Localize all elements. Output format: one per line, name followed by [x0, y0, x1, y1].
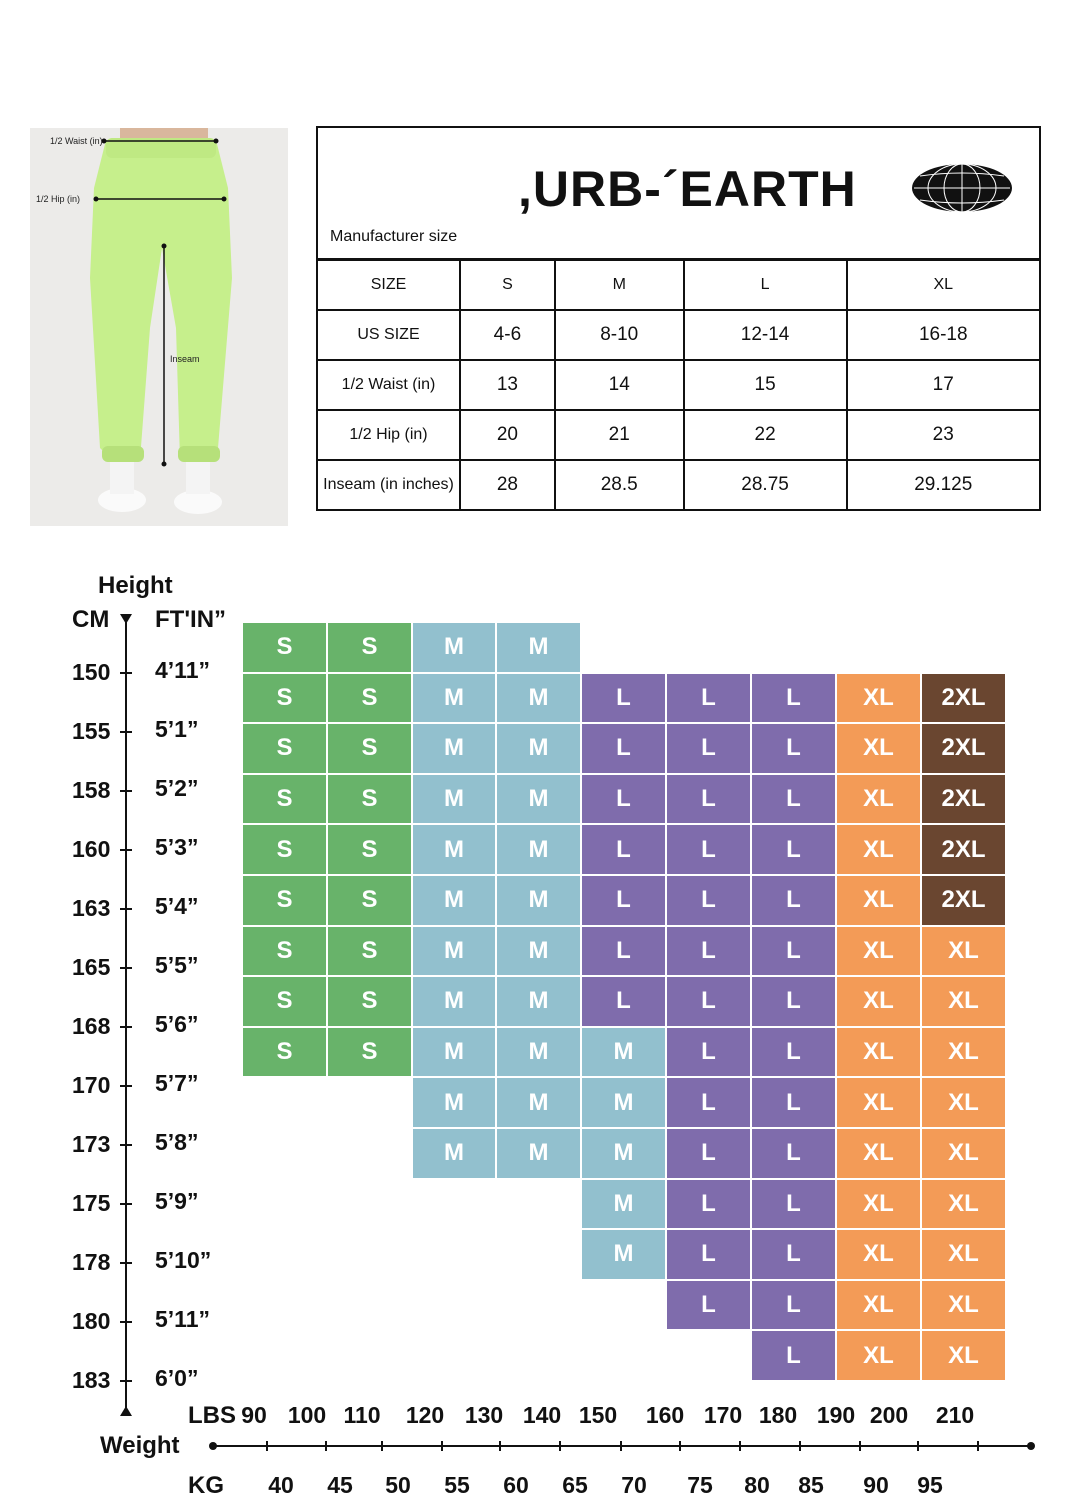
size-cell: L	[751, 1280, 836, 1331]
size-cell: XL	[921, 926, 1006, 977]
weight-lbs-label: 160	[645, 1402, 685, 1428]
weight-kg-label: 60	[503, 1472, 529, 1498]
size-cell: L	[751, 824, 836, 875]
size-cell: M	[412, 926, 496, 977]
size-table-cell: 4-6	[460, 310, 555, 360]
size-table-cell: 16-18	[847, 310, 1041, 360]
weight-kg-label: 80	[744, 1472, 770, 1498]
size-cell: M	[581, 1077, 666, 1128]
height-cm-label: 160	[72, 836, 111, 862]
height-cm-label: 150	[72, 659, 111, 685]
size-cell: 2XL	[921, 723, 1006, 774]
size-cell: XL	[836, 673, 921, 724]
size-cell: L	[666, 1027, 751, 1078]
size-cell: M	[581, 1027, 666, 1078]
weight-kg-label: 45	[327, 1472, 353, 1498]
chart-title: Height	[98, 572, 173, 599]
height-cm-label: 175	[72, 1190, 111, 1216]
size-cell: L	[751, 1229, 836, 1280]
height-ft-label: 5’5”	[155, 952, 199, 978]
size-table-row	[317, 310, 1040, 360]
size-cell: S	[242, 976, 327, 1027]
size-cell: L	[666, 673, 751, 724]
weight-lbs-label: 200	[869, 1402, 909, 1428]
size-cell: L	[666, 774, 751, 825]
height-ft-label: 5’10”	[155, 1247, 212, 1273]
size-cell: M	[496, 824, 581, 875]
size-cell: M	[581, 1229, 666, 1280]
weight-lbs-label: 130	[464, 1402, 504, 1428]
size-measurement-table	[316, 259, 1041, 511]
weight-lbs-label: 210	[935, 1402, 975, 1428]
size-cell: L	[751, 926, 836, 977]
size-table-cell: 28	[460, 460, 555, 510]
waist-label: 1/2 Waist (in)	[50, 136, 103, 146]
size-cell: L	[581, 875, 666, 926]
height-ft-label: 5’1”	[155, 716, 199, 742]
size-cell: S	[242, 723, 327, 774]
size-cell: L	[751, 1027, 836, 1078]
size-table-row	[317, 460, 1040, 510]
size-cell: M	[496, 673, 581, 724]
size-cell: XL	[836, 976, 921, 1027]
size-cell: M	[496, 1128, 581, 1179]
size-table-row	[317, 260, 1040, 310]
size-cell: S	[242, 673, 327, 724]
size-cell: S	[242, 774, 327, 825]
size-cell: L	[666, 1229, 751, 1280]
product-photo	[30, 128, 288, 526]
size-cell: XL	[836, 1280, 921, 1331]
size-cell: M	[412, 976, 496, 1027]
height-ft-label: 5’9”	[155, 1188, 199, 1214]
size-table-cell: 13	[460, 360, 555, 410]
height-cm-label: 165	[72, 954, 111, 980]
size-cell: L	[581, 824, 666, 875]
size-cell: M	[412, 1027, 496, 1078]
height-cm-label: 183	[72, 1367, 111, 1393]
size-cell: XL	[836, 774, 921, 825]
size-cell: S	[327, 622, 412, 673]
brand-name: ,URB-´EARTH	[518, 161, 857, 217]
weight-lbs-label: 150	[578, 1402, 618, 1428]
size-table-cell: XL	[847, 260, 1041, 310]
height-ft-label: 5’4”	[155, 893, 199, 919]
weight-kg-label: 55	[444, 1472, 470, 1498]
size-table-cell: M	[555, 260, 684, 310]
weight-kg-label: 90	[863, 1472, 889, 1498]
height-cm-label: 155	[72, 718, 111, 744]
size-cell: XL	[836, 1330, 921, 1381]
size-cell: M	[496, 926, 581, 977]
size-cell: XL	[836, 1077, 921, 1128]
size-cell: S	[327, 774, 412, 825]
size-cell: S	[242, 875, 327, 926]
manufacturer-size-label: Manufacturer size	[330, 228, 458, 245]
size-table-cell: S	[460, 260, 555, 310]
size-cell: S	[327, 875, 412, 926]
size-table-row-label: Inseam (in inches)	[317, 460, 460, 510]
size-cell: L	[751, 1077, 836, 1128]
size-cell: L	[666, 1280, 751, 1331]
weight-lbs-label: 90	[241, 1402, 267, 1428]
size-cell: S	[327, 824, 412, 875]
size-cell: L	[751, 875, 836, 926]
size-cell: L	[751, 1179, 836, 1230]
size-cell: S	[242, 926, 327, 977]
size-cell: M	[496, 723, 581, 774]
height-cm-label: 168	[72, 1013, 111, 1039]
size-cell: XL	[836, 1179, 921, 1230]
size-cell: S	[327, 673, 412, 724]
size-table-cell: 28.75	[684, 460, 847, 510]
size-table-row	[317, 360, 1040, 410]
size-cell: XL	[921, 1229, 1006, 1280]
pants-illustration	[30, 128, 288, 526]
size-cell: 2XL	[921, 774, 1006, 825]
weight-lbs-label: 170	[703, 1402, 743, 1428]
height-ft-label: 6’0”	[155, 1365, 199, 1391]
size-cell: L	[751, 1128, 836, 1179]
weight-lbs-label: 100	[287, 1402, 327, 1428]
height-ft-label: 5’7”	[155, 1070, 199, 1096]
size-cell: 2XL	[921, 673, 1006, 724]
size-cell: L	[751, 1330, 836, 1381]
size-cell: L	[581, 976, 666, 1027]
size-cell: M	[496, 1027, 581, 1078]
size-cell: XL	[921, 1179, 1006, 1230]
weight-axis	[205, 1436, 1041, 1460]
x-unit-lbs: LBS	[188, 1402, 236, 1429]
size-table-row-label: SIZE	[317, 260, 460, 310]
height-cm-label: 158	[72, 777, 111, 803]
height-ft-label: 5’3”	[155, 834, 199, 860]
height-ft-label: 4’11”	[155, 657, 210, 683]
size-cell: M	[412, 824, 496, 875]
size-cell: M	[412, 622, 496, 673]
weight-kg-label: 95	[917, 1472, 943, 1498]
size-table-cell: 23	[847, 410, 1041, 460]
size-cell: L	[751, 673, 836, 724]
size-cell: L	[666, 926, 751, 977]
size-cell: M	[412, 1077, 496, 1128]
hip-label: 1/2 Hip (in)	[36, 194, 81, 204]
size-table-cell: 28.5	[555, 460, 684, 510]
height-axis	[114, 610, 138, 1420]
size-cell: XL	[921, 1128, 1006, 1179]
inseam-label: Inseam	[170, 354, 200, 364]
size-cell: L	[666, 976, 751, 1027]
size-table-cell: 20	[460, 410, 555, 460]
size-cell: M	[496, 875, 581, 926]
size-cell: L	[581, 774, 666, 825]
brand-header	[316, 126, 1041, 260]
size-cell: L	[751, 723, 836, 774]
size-table-cell: 29.125	[847, 460, 1041, 510]
height-ft-label: 5’6”	[155, 1011, 199, 1037]
height-cm-label: 170	[72, 1072, 111, 1098]
weight-lbs-label: 190	[816, 1402, 856, 1428]
size-cell: M	[496, 976, 581, 1027]
size-table-body	[317, 260, 1040, 510]
height-cm-label: 173	[72, 1131, 111, 1157]
size-cell: XL	[836, 824, 921, 875]
size-cell: M	[496, 774, 581, 825]
size-cell: XL	[836, 926, 921, 977]
height-ft-label: 5’11”	[155, 1306, 210, 1332]
size-cell: XL	[921, 1330, 1006, 1381]
size-table-row	[317, 410, 1040, 460]
size-cell: XL	[921, 1027, 1006, 1078]
size-cell: L	[666, 1179, 751, 1230]
size-cell: XL	[836, 723, 921, 774]
size-table-cell: 12-14	[684, 310, 847, 360]
size-cell: L	[751, 976, 836, 1027]
weight-kg-label: 70	[621, 1472, 647, 1498]
size-table-cell: 14	[555, 360, 684, 410]
size-cell: S	[242, 1027, 327, 1078]
size-cell: L	[666, 1128, 751, 1179]
size-cell: S	[242, 824, 327, 875]
size-cell: L	[751, 774, 836, 825]
weight-kg-label: 65	[562, 1472, 588, 1498]
weight-kg-label: 85	[798, 1472, 824, 1498]
size-table-row-label: 1/2 Hip (in)	[317, 410, 460, 460]
height-cm-label: 180	[72, 1308, 111, 1334]
height-cm-label: 163	[72, 895, 111, 921]
size-cell: S	[327, 976, 412, 1027]
x-unit-kg: KG	[188, 1472, 224, 1499]
weight-kg-label: 75	[687, 1472, 713, 1498]
size-cell: S	[327, 1027, 412, 1078]
size-cell: XL	[836, 1229, 921, 1280]
size-table-cell: 21	[555, 410, 684, 460]
size-cell: XL	[921, 1077, 1006, 1128]
size-cell: M	[412, 723, 496, 774]
size-cell: XL	[921, 976, 1006, 1027]
height-ft-label: 5’2”	[155, 775, 199, 801]
size-cell: S	[327, 723, 412, 774]
size-table-cell: 22	[684, 410, 847, 460]
size-cell: XL	[836, 1128, 921, 1179]
size-cell: M	[412, 875, 496, 926]
size-cell: M	[496, 1077, 581, 1128]
globe-icon	[910, 162, 1014, 214]
height-cm-label: 178	[72, 1249, 111, 1275]
x-title: Weight	[100, 1432, 180, 1459]
size-cell: XL	[836, 1027, 921, 1078]
size-cell: L	[666, 824, 751, 875]
size-cell: XL	[836, 875, 921, 926]
weight-lbs-label: 180	[758, 1402, 798, 1428]
size-cell: L	[666, 1077, 751, 1128]
size-cell: S	[242, 622, 327, 673]
size-cell: L	[581, 926, 666, 977]
size-cell: L	[581, 723, 666, 774]
y-unit-cm: CM	[72, 606, 110, 633]
weight-lbs-label: 120	[405, 1402, 445, 1428]
size-cell: S	[327, 926, 412, 977]
size-cell: L	[666, 875, 751, 926]
size-table-cell: 8-10	[555, 310, 684, 360]
size-cell: 2XL	[921, 875, 1006, 926]
weight-lbs-label: 110	[343, 1402, 381, 1428]
size-table-row-label: US SIZE	[317, 310, 460, 360]
size-table-cell: L	[684, 260, 847, 310]
size-cell: XL	[921, 1280, 1006, 1331]
size-cell: 2XL	[921, 824, 1006, 875]
size-table-cell: 17	[847, 360, 1041, 410]
size-cell: L	[581, 673, 666, 724]
y-unit-ft: FT'IN”	[155, 606, 227, 633]
height-ft-label: 5’8”	[155, 1129, 199, 1155]
size-cell: M	[412, 774, 496, 825]
size-cell: M	[581, 1179, 666, 1230]
size-table-row-label: 1/2 Waist (in)	[317, 360, 460, 410]
size-cell: M	[412, 1128, 496, 1179]
weight-kg-label: 40	[268, 1472, 294, 1498]
weight-lbs-label: 140	[522, 1402, 562, 1428]
height-weight-fit-chart	[0, 560, 1073, 1500]
size-table-cell: 15	[684, 360, 847, 410]
size-cell: M	[412, 673, 496, 724]
size-cell: M	[496, 622, 581, 673]
size-cell: M	[581, 1128, 666, 1179]
size-cell: L	[666, 723, 751, 774]
weight-kg-label: 50	[385, 1472, 411, 1498]
